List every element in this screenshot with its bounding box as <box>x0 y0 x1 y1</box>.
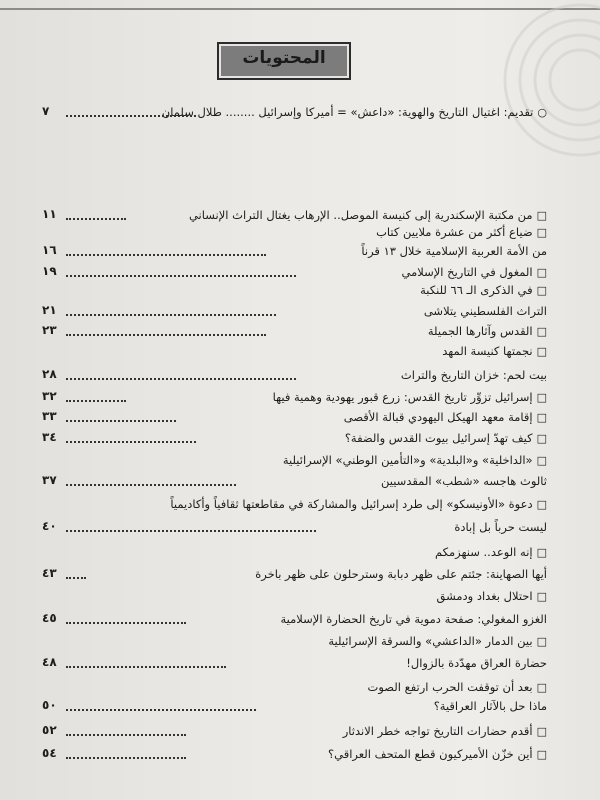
toc-leader-dots <box>66 275 296 277</box>
toc-leader-dots <box>66 484 236 486</box>
toc-entry-title <box>402 265 548 279</box>
toc-entry <box>42 388 547 408</box>
toc-entry <box>42 342 547 362</box>
toc-entry <box>42 678 547 698</box>
toc-leader-dots <box>66 577 86 579</box>
toc-entry <box>42 302 547 322</box>
toc-page-number: ٧ <box>42 104 50 118</box>
square-bullet-icon: □ <box>536 454 547 467</box>
toc-entry-text: القدس وآثارها الجميلة <box>427 324 533 338</box>
toc-leader-dots <box>66 254 266 256</box>
toc-entry-title <box>435 545 547 559</box>
toc-entry-text: أقدم حضارات التاريخ تواجه خطر الاندثار <box>342 724 533 738</box>
toc-entry-text: احتلال بغداد ودمشق <box>436 589 533 603</box>
toc-entry-text: ماذا حل بالآثار العراقية؟ <box>433 699 547 713</box>
toc-entry-text: بين الدمار «الداعشي» والسرقة الإسرائيلية <box>328 634 533 648</box>
toc-page-number: ٣٤ <box>42 430 57 444</box>
toc-entry-text: أيها الصهاينة: جئتم على ظهر دبابة وسترحلون على ظهر باخرة <box>255 567 547 581</box>
toc-entry-title <box>406 656 547 670</box>
square-bullet-icon: □ <box>536 498 547 511</box>
square-bullet-icon: □ <box>536 209 547 222</box>
toc-page-number: ٥٠ <box>42 698 57 712</box>
toc-entry-title <box>345 431 547 445</box>
toc-entry-text: إنه الوعد.. سنهزمكم <box>434 545 533 559</box>
circle-bullet-icon: ○ <box>537 106 547 119</box>
toc-entry <box>42 543 547 563</box>
toc-entry-title <box>281 612 547 626</box>
toc-entry-text: من مكتبة الإسكندرية إلى كنيسة الموصل.. الإرهاب يغتال التراث الإنساني <box>188 208 533 222</box>
toc-page-number: ٥٢ <box>42 723 57 737</box>
toc-entry-text: «الداخلية» و«البلدية» و«التأمين الوطني» الإسرائيلية <box>282 453 533 467</box>
toc-entry-text: ضياع أكثر من عشرة ملايين كتاب <box>376 225 533 239</box>
toc-leader-dots <box>66 378 296 380</box>
toc-entry-title <box>368 680 547 694</box>
square-bullet-icon: □ <box>536 411 547 424</box>
toc-entry-text: بعد أن توقفت الحرب ارتفع الصوت <box>367 680 533 694</box>
toc-entry-title <box>328 747 547 761</box>
toc-entry-title <box>428 324 547 338</box>
contents-title: المحتويات <box>242 48 326 68</box>
toc-entry-text: إقامة معهد الهيكل اليهودي قبالة الأقصى <box>343 410 533 424</box>
toc-leader-dots <box>66 115 196 117</box>
toc-entry <box>42 408 547 428</box>
toc-entry-text: بيت لحم: خزان التاريخ والتراث <box>400 368 547 382</box>
toc-entry <box>42 223 547 243</box>
toc-page-number: ٢٨ <box>42 367 57 381</box>
toc-entry-title <box>343 724 547 738</box>
square-bullet-icon: □ <box>536 590 547 603</box>
square-bullet-icon: □ <box>536 284 547 297</box>
toc-entry <box>42 263 547 283</box>
toc-leader-dots <box>66 218 126 220</box>
toc-entry <box>42 610 547 630</box>
toc-leader-dots <box>66 757 186 759</box>
square-bullet-icon: □ <box>536 725 547 738</box>
toc-entry-text: حضارة العراق مهدّدة بالزوال! <box>406 656 547 670</box>
square-bullet-icon: □ <box>536 266 547 279</box>
toc-leader-dots <box>66 314 276 316</box>
toc-entry <box>42 366 547 386</box>
toc-entry-title <box>454 520 547 534</box>
toc-page-number: ٤٥ <box>42 611 57 625</box>
toc-entry <box>42 587 547 607</box>
toc-entry <box>42 281 547 301</box>
toc-leader-dots <box>66 734 186 736</box>
toc-entry-text: التراث الفلسطيني يتلاشى <box>423 304 547 318</box>
toc-entry-text: دعوة «الأونيسكو» إلى طرد إسرائيل والمشاركة في مقاطعتها ثقافياً وأكاديمياً <box>170 497 533 511</box>
toc-entry-title <box>273 390 547 404</box>
toc-entry <box>42 632 547 652</box>
toc-entry-text: كيف تهدّ إسرائيل بيوت القدس والضفة؟ <box>344 431 533 445</box>
toc-entry-text: أين خزّن الأميركيون قطع المتحف العراقي؟ <box>328 747 533 761</box>
toc-entry-text: الغزو المغولي: صفحة دموية في تاريخ الحضارة الإسلامية <box>280 612 547 626</box>
toc-leader-dots <box>66 666 226 668</box>
toc-entry-text: ليست حرباً بل إبادة <box>454 520 547 534</box>
square-bullet-icon: □ <box>536 546 547 559</box>
toc-entry-title <box>255 567 547 581</box>
toc-entry-text: في الذكرى الـ ٦٦ للنكبة <box>420 283 533 297</box>
square-bullet-icon: □ <box>536 226 547 239</box>
toc-entry <box>42 429 547 449</box>
toc-entry <box>42 745 547 765</box>
toc-entry-title <box>189 208 547 222</box>
square-bullet-icon: □ <box>536 345 547 358</box>
toc-page-number: ١١ <box>42 207 57 221</box>
square-bullet-icon: □ <box>536 635 547 648</box>
toc-page-number: ١٦ <box>42 243 57 257</box>
toc-entry-text: ثالوث هاجسه «شطب» المقدسيين <box>380 474 547 488</box>
toc-page-number: ٢١ <box>42 303 57 317</box>
square-bullet-icon: □ <box>536 325 547 338</box>
toc-entry <box>42 451 547 471</box>
toc-leader-dots <box>66 420 176 422</box>
toc-leader-dots <box>66 400 126 402</box>
toc-entry-title <box>162 105 547 119</box>
toc-page-number: ٣٧ <box>42 473 57 487</box>
toc-entry <box>42 565 547 585</box>
toc-entry-title <box>442 344 547 358</box>
toc-page-number: ٤٠ <box>42 519 57 533</box>
toc-entry-text: تقديم: اغتيال التاريخ والهوية: «داعش» = أميركا وإسرائيل ........ طلال سلمان <box>161 105 534 119</box>
toc-entry <box>42 722 547 742</box>
toc-entry <box>42 472 547 492</box>
toc-entry-title <box>437 589 548 603</box>
toc-entry-title <box>381 474 547 488</box>
toc-page-number: ١٩ <box>42 264 57 278</box>
toc-entry-title <box>170 497 547 511</box>
toc-entry-title <box>401 368 547 382</box>
toc-entry <box>42 495 547 515</box>
square-bullet-icon: □ <box>536 432 547 445</box>
toc-leader-dots <box>66 709 256 711</box>
toc-entry <box>42 518 547 538</box>
toc-entry-title <box>424 304 547 318</box>
toc-leader-dots <box>66 441 196 443</box>
toc-entry-text: المغول في التاريخ الإسلامي <box>401 265 533 279</box>
toc-leader-dots <box>66 530 316 532</box>
toc-entry-title <box>283 453 547 467</box>
toc-entry-text: نجمتها كنيسة المهد <box>442 344 533 358</box>
toc-entry <box>42 242 547 262</box>
square-bullet-icon: □ <box>536 391 547 404</box>
toc-page-number: ٥٤ <box>42 746 57 760</box>
toc-page-number: ٣٣ <box>42 409 57 423</box>
toc-page-number: ٣٢ <box>42 389 57 403</box>
toc-entry <box>42 103 547 123</box>
toc-entry-title <box>328 634 547 648</box>
toc-page-number: ٤٣ <box>42 566 57 580</box>
toc-entry <box>42 322 547 342</box>
square-bullet-icon: □ <box>536 748 547 761</box>
toc-entry <box>42 697 547 717</box>
toc-leader-dots <box>66 334 266 336</box>
toc-entry-title <box>361 244 547 258</box>
toc-page-number: ٢٣ <box>42 323 57 337</box>
toc-entry-title <box>420 283 547 297</box>
toc-leader-dots <box>66 622 186 624</box>
toc-entry-title <box>344 410 547 424</box>
toc-entry <box>42 654 547 674</box>
toc-entry-text: من الأمة العربية الإسلامية خلال ١٣ قرناً <box>361 244 547 258</box>
square-bullet-icon: □ <box>536 681 547 694</box>
toc-page-number: ٤٨ <box>42 655 57 669</box>
toc-entry-title <box>376 225 547 239</box>
toc-entry-title <box>434 699 547 713</box>
toc-entry-text: إسرائيل تزوِّر تاريخ القدس: زرع قبور يهودية وهمية فيها <box>272 390 533 404</box>
